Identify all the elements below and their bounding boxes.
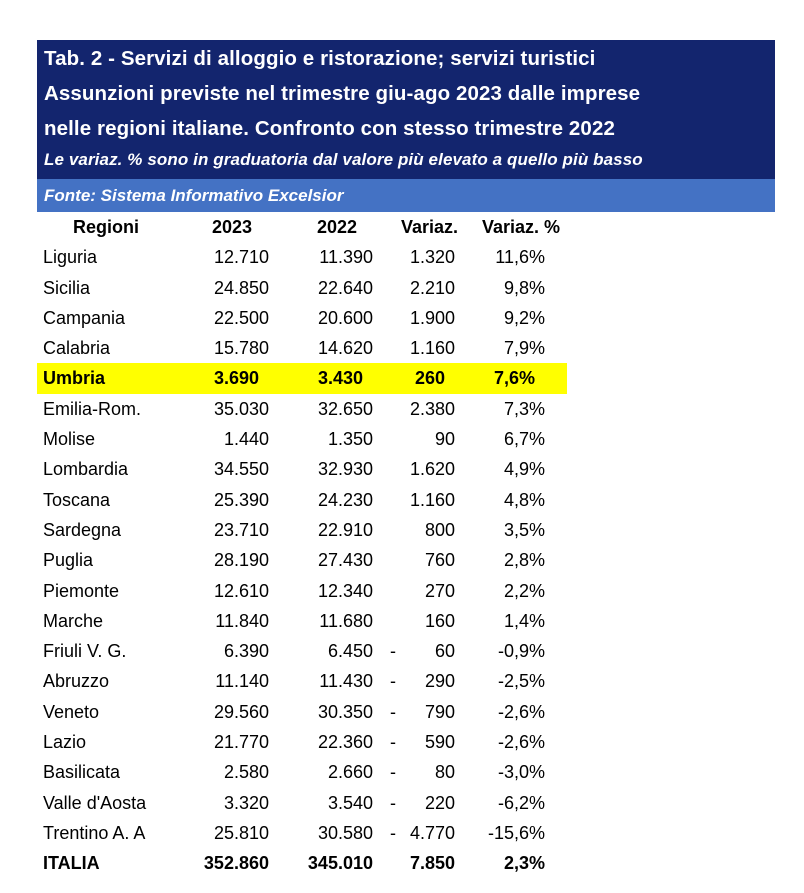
col-variaz-pct: Variaz. %: [481, 217, 560, 237]
title-line-2: Assunzioni previste nel trimestre giu-ago 2023 dalle imprese: [44, 82, 641, 105]
region-cell: Calabria: [43, 338, 111, 359]
variation-pct: -2,6%: [497, 732, 545, 753]
title-line-1: Tab. 2 - Servizi di alloggio e ristorazione; servizi turistici: [44, 47, 596, 70]
region-cell: Sicilia: [43, 277, 91, 298]
variation-pct: -15,6%: [487, 822, 545, 843]
value-2023: 25.390: [213, 489, 269, 510]
variation-sign: -: [390, 671, 396, 692]
table-row: [37, 606, 577, 636]
table-row: [37, 424, 577, 454]
col-regioni: Regioni: [73, 217, 139, 237]
value-2023: 2.580: [223, 762, 269, 783]
value-2022: 27.430: [317, 550, 373, 571]
variation-sign: -: [390, 822, 396, 843]
source-bar: Fonte: Sistema Informativo Excelsior: [37, 179, 775, 212]
subtitle: Le variaz. % sono in graduatoria dal valore più elevato a quello più basso: [44, 150, 643, 169]
region-cell: Marche: [43, 610, 104, 631]
region-cell: Valle d'Aosta: [43, 792, 147, 813]
variation-value: 2.380: [409, 398, 455, 419]
value-2023: 25.810: [213, 822, 269, 843]
value-2023: 15.780: [213, 338, 269, 359]
value-2023: 35.030: [213, 398, 269, 419]
region-cell: Friuli V. G.: [43, 641, 127, 662]
value-2023: 21.770: [213, 732, 269, 753]
table-header: [37, 40, 775, 179]
col-variaz: Variaz.: [400, 217, 458, 237]
variation-value: 80: [434, 762, 455, 783]
variation-value: 590: [424, 732, 455, 753]
region-cell: Trentino A. A: [43, 822, 146, 843]
variation-pct: 4,9%: [503, 459, 545, 480]
variation-value: 1.320: [409, 247, 455, 268]
variation-pct: 2,8%: [503, 550, 545, 571]
table-row: [37, 697, 577, 727]
variation-pct: -3,0%: [497, 762, 545, 783]
variation-pct: 4,8%: [503, 489, 545, 510]
region-cell: ITALIA: [43, 853, 100, 874]
column-header-row: [37, 212, 577, 242]
value-2022: 22.910: [317, 519, 373, 540]
value-2022: 30.580: [317, 822, 373, 843]
value-2022: 11.390: [319, 247, 373, 268]
table-row: [37, 666, 577, 696]
region-cell: Liguria: [43, 247, 98, 268]
value-2022: 30.350: [317, 701, 373, 722]
table-row: [37, 394, 577, 424]
variation-pct: 7,9%: [503, 338, 545, 359]
table-row: [37, 636, 577, 666]
value-2022: 345.010: [307, 853, 373, 874]
variation-value: 270: [424, 580, 455, 601]
variation-value: 60: [434, 641, 455, 662]
variation-pct: 2,3%: [503, 853, 545, 874]
region-cell: Toscana: [43, 489, 111, 510]
variation-value: 760: [424, 550, 455, 571]
value-2023: 12.710: [213, 247, 269, 268]
value-2023: 29.560: [213, 701, 269, 722]
variation-value: 220: [424, 792, 455, 813]
variation-pct: 6,7%: [503, 429, 545, 450]
table-row: [37, 485, 577, 515]
value-2022: 11.430: [319, 671, 373, 692]
region-cell: Sardegna: [43, 519, 122, 540]
value-2023: 34.550: [213, 459, 269, 480]
variation-pct: 3,5%: [503, 519, 545, 540]
value-2023: 11.140: [215, 671, 269, 692]
table-row: [37, 576, 577, 606]
variation-pct: -2,5%: [497, 671, 545, 692]
value-2022: 32.930: [317, 459, 373, 480]
table-row: [37, 454, 577, 484]
total-row: [37, 848, 577, 878]
variation-pct: 7,6%: [493, 368, 535, 389]
value-2023: 1.440: [223, 429, 269, 450]
region-cell: Lombardia: [43, 459, 129, 480]
variation-value: 1.620: [409, 459, 455, 480]
value-2023: 6.390: [223, 641, 269, 662]
variation-value: 7.850: [409, 853, 455, 874]
variation-pct: 9,8%: [503, 277, 545, 298]
region-cell: Piemonte: [43, 580, 120, 601]
variation-value: 800: [424, 519, 455, 540]
table-row: [37, 757, 577, 787]
variation-value: 2.210: [409, 277, 455, 298]
variation-sign: -: [390, 792, 396, 813]
data-table: [37, 212, 577, 879]
variation-pct: -0,9%: [497, 641, 545, 662]
variation-sign: -: [390, 732, 396, 753]
value-2022: 2.660: [327, 762, 373, 783]
table-row: [37, 333, 577, 363]
table-row: [37, 727, 577, 757]
table-row: [37, 788, 577, 818]
variation-value: 1.900: [409, 307, 455, 328]
region-cell: Campania: [43, 307, 126, 328]
value-2022: 22.360: [317, 732, 373, 753]
region-cell: Lazio: [43, 732, 87, 753]
value-2022: 14.620: [317, 338, 373, 359]
region-cell: Emilia-Rom.: [43, 398, 142, 419]
variation-pct: 2,2%: [503, 580, 545, 601]
value-2022: 22.640: [317, 277, 373, 298]
table-row: [37, 273, 577, 303]
variation-value: 290: [424, 671, 455, 692]
variation-pct: 11,6%: [495, 247, 545, 268]
value-2022: 12.340: [317, 580, 373, 601]
title-line-3: nelle regioni italiane. Confronto con stesso trimestre 2022: [44, 117, 615, 140]
variation-pct: 7,3%: [503, 398, 545, 419]
variation-sign: -: [390, 701, 396, 722]
value-2022: 3.540: [327, 792, 373, 813]
value-2023: 3.320: [223, 792, 269, 813]
table-row: [37, 303, 577, 333]
value-2022: 20.600: [317, 307, 373, 328]
value-2022: 11.680: [319, 610, 373, 631]
variation-sign: -: [390, 641, 396, 662]
value-2022: 3.430: [317, 368, 363, 389]
value-2022: 24.230: [317, 489, 373, 510]
variation-pct: -6,2%: [497, 792, 545, 813]
variation-pct: 1,4%: [503, 610, 545, 631]
col-2022: 2022: [316, 217, 357, 237]
variation-value: 4.770: [409, 822, 455, 843]
table-row: [37, 515, 577, 545]
region-cell: Basilicata: [43, 762, 121, 783]
value-2023: 28.190: [213, 550, 269, 571]
variation-value: 790: [424, 701, 455, 722]
variation-value: 90: [434, 429, 455, 450]
value-2023: 11.840: [215, 610, 269, 631]
value-2023: 24.850: [213, 277, 269, 298]
table-row: [37, 545, 577, 575]
variation-value: 160: [424, 610, 455, 631]
value-2023: 22.500: [213, 307, 269, 328]
variation-value: 1.160: [409, 338, 455, 359]
variation-pct: -2,6%: [497, 701, 545, 722]
value-2023: 352.860: [203, 853, 269, 874]
region-cell: Veneto: [43, 701, 100, 722]
value-2023: 23.710: [213, 519, 269, 540]
value-2022: 1.350: [327, 429, 373, 450]
value-2022: 6.450: [327, 641, 373, 662]
region-cell: Puglia: [43, 550, 94, 571]
value-2023: 12.610: [213, 580, 269, 601]
value-2023: 3.690: [213, 368, 259, 389]
value-2022: 32.650: [317, 398, 373, 419]
region-cell: Umbria: [43, 368, 106, 389]
region-cell: Molise: [43, 429, 96, 450]
variation-value: 260: [414, 368, 445, 389]
variation-sign: -: [390, 762, 396, 783]
table-row-highlighted: [37, 363, 567, 393]
col-2023: 2023: [211, 217, 252, 237]
variation-value: 1.160: [409, 489, 455, 510]
table-row: [37, 242, 577, 272]
region-cell: Abruzzo: [43, 671, 110, 692]
variation-pct: 9,2%: [503, 307, 545, 328]
table-row: [37, 818, 577, 848]
